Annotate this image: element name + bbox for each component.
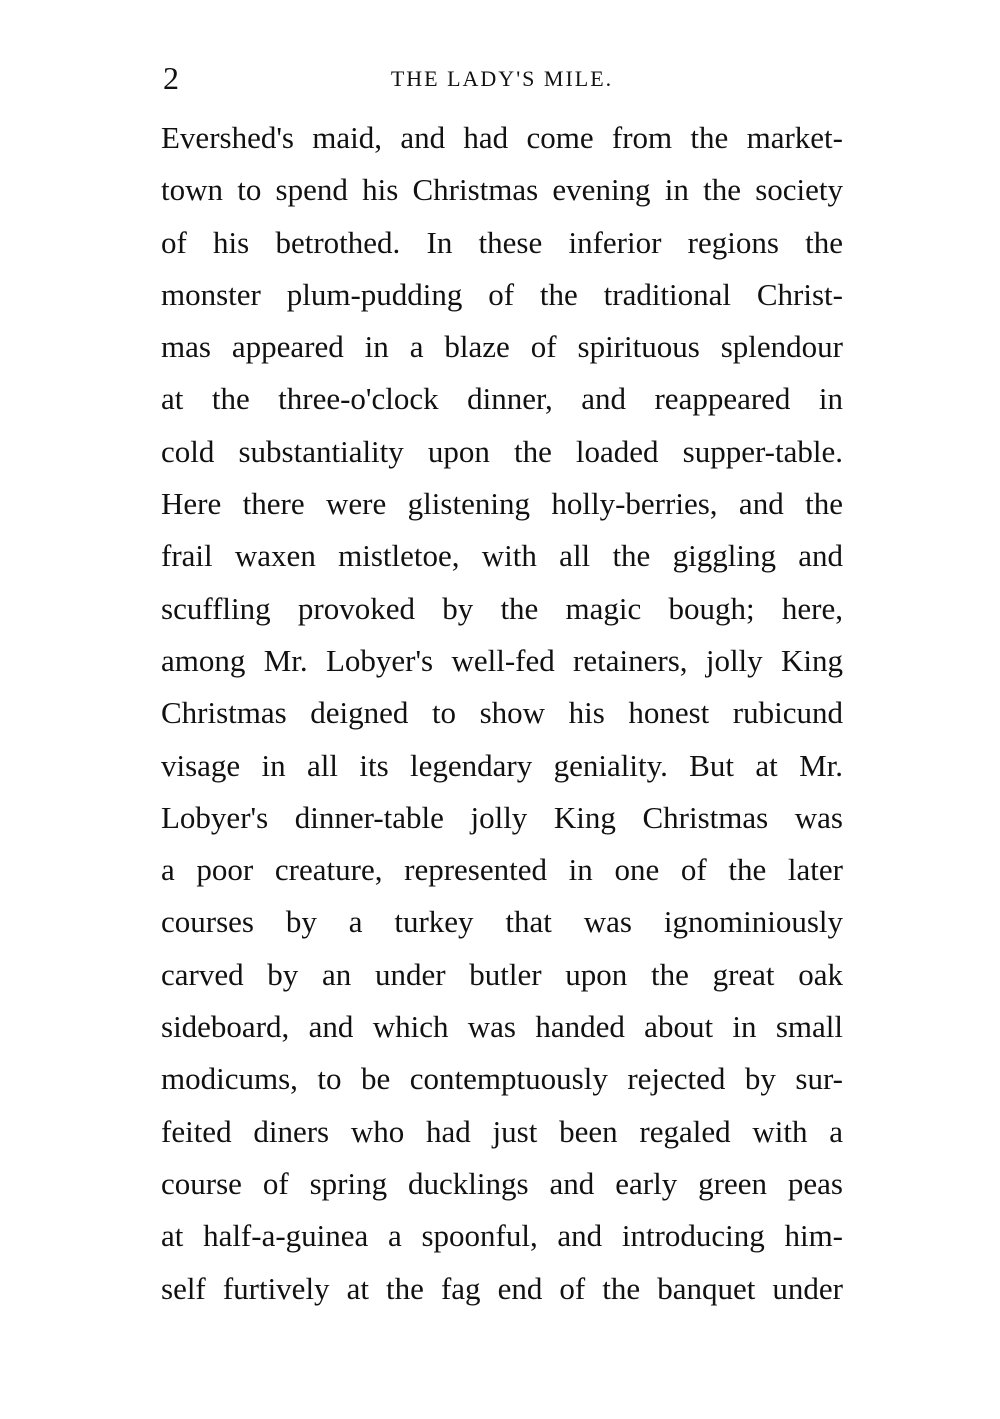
text-line: cold substantiality upon the loaded supper-table. bbox=[161, 433, 843, 469]
text-line: frail waxen mistletoe, with all the giggling and bbox=[161, 538, 843, 574]
text-line: Evershed's maid, and had come from the market- bbox=[161, 120, 843, 155]
body-text bbox=[161, 112, 843, 1315]
running-head bbox=[163, 58, 841, 98]
text-line: Lobyer's dinner-table jolly King Christmas was bbox=[161, 799, 843, 835]
text-line: sideboard, and which was handed about in small bbox=[161, 1009, 843, 1045]
text-line: at half-a-guinea a spoonful, and introducing him- bbox=[161, 1218, 843, 1254]
text-line: courses by a turkey that was ignominiously bbox=[161, 904, 843, 940]
text-line: town to spend his Christmas evening in the society bbox=[161, 172, 843, 208]
running-title: THE LADY'S MILE. bbox=[390, 66, 614, 91]
text-line: Christmas deigned to show his honest rubicund bbox=[161, 695, 843, 731]
text-line: self furtively at the fag end of the banquet under bbox=[161, 1270, 843, 1306]
text-line: scuffling provoked by the magic bough; here, bbox=[161, 590, 843, 626]
text-line: among Mr. Lobyer's well-fed retainers, jolly King bbox=[161, 642, 843, 678]
text-line: visage in all its legendary geniality. But at Mr. bbox=[161, 747, 843, 783]
text-line: carved by an under butler upon the great oak bbox=[161, 956, 843, 992]
text-line: mas appeared in a blaze of spirituous splendour bbox=[161, 329, 843, 365]
page-number: 2 bbox=[163, 60, 179, 96]
text-line: at the three-o'clock dinner, and reappeared in bbox=[161, 381, 843, 417]
text-line: modicums, to be contemptuously rejected by sur- bbox=[161, 1061, 843, 1097]
text-line: of his betrothed. In these inferior regions the bbox=[161, 224, 843, 260]
text-line: Here there were glistening holly-berries, and the bbox=[161, 486, 843, 522]
text-line: course of spring ducklings and early green peas bbox=[161, 1165, 843, 1201]
text-line: a poor creature, represented in one of the later bbox=[161, 852, 843, 888]
text-line: feited diners who had just been regaled with a bbox=[161, 1113, 843, 1149]
text-line: monster plum-pudding of the traditional Christ- bbox=[161, 276, 843, 312]
